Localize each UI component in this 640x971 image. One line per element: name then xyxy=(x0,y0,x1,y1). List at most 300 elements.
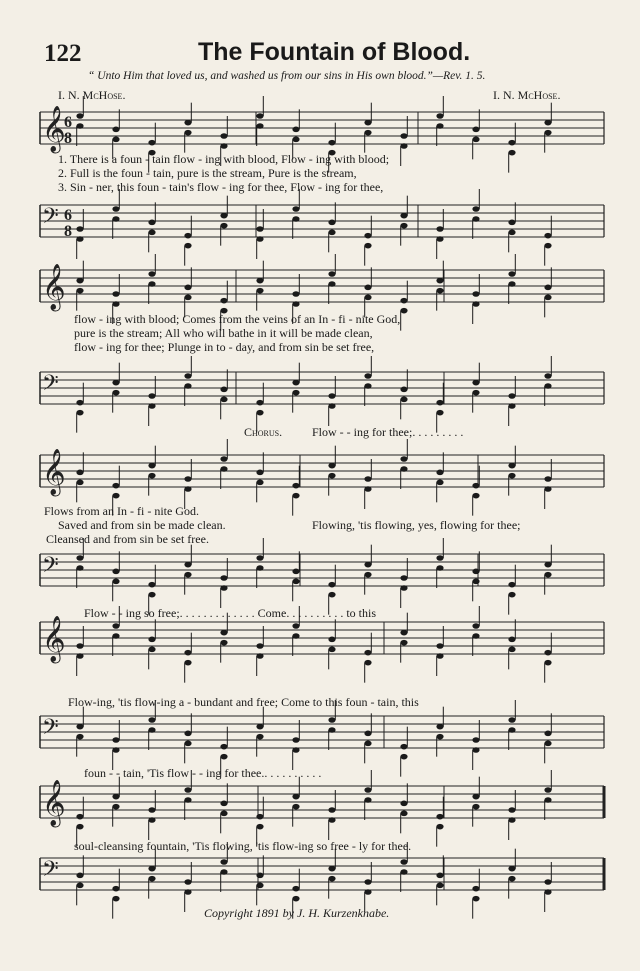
note-head xyxy=(328,647,335,653)
note-head xyxy=(508,592,515,598)
note-head xyxy=(76,278,83,284)
note-head xyxy=(184,660,191,666)
note-head xyxy=(328,473,335,479)
note-head xyxy=(472,804,479,810)
note-head xyxy=(544,741,551,747)
bass-clef-icon: 𝄢 xyxy=(42,553,59,583)
note-head xyxy=(148,582,155,588)
bass-clef-icon: 𝄢 xyxy=(42,857,59,887)
note-head xyxy=(220,585,227,591)
note-head xyxy=(364,879,371,885)
note-head xyxy=(112,291,119,297)
hymn-title: The Fountain of Blood. xyxy=(198,38,471,66)
note-head xyxy=(400,811,407,817)
bass-clef-icon: 𝄢 xyxy=(42,204,59,234)
note-head xyxy=(400,640,407,646)
note-head xyxy=(112,579,119,585)
note-head xyxy=(220,223,227,229)
note-head xyxy=(148,727,155,733)
system4-bass-cue: Flow - - ing so free;. . . . . . . . . . . . . Come. . . . . . . . . . to this xyxy=(84,606,376,620)
note-head xyxy=(508,807,515,813)
time-signature-bottom: 8 xyxy=(64,223,72,240)
note-head xyxy=(256,236,263,242)
note-head xyxy=(364,797,371,803)
system3-verse1: Flows from an In - fi - nite God. xyxy=(44,504,199,518)
bass-clef-icon: 𝄢 xyxy=(42,371,59,401)
note-head xyxy=(472,886,479,892)
note-head xyxy=(436,734,443,740)
note-head xyxy=(508,393,515,399)
note-head xyxy=(472,747,479,753)
note-head xyxy=(112,493,119,499)
note-head xyxy=(436,226,443,232)
note-head xyxy=(112,206,119,212)
note-head xyxy=(328,271,335,277)
note-head xyxy=(292,737,299,743)
note-head xyxy=(328,727,335,733)
note-head xyxy=(400,585,407,591)
note-head xyxy=(436,400,443,406)
note-head xyxy=(220,133,227,139)
system3-verse3: Cleansed and from sin be set free. xyxy=(46,532,209,546)
note-head xyxy=(76,873,83,879)
note-head xyxy=(112,747,119,753)
note-head xyxy=(436,123,443,129)
note-head xyxy=(112,137,119,143)
note-head xyxy=(220,744,227,750)
note-head xyxy=(292,804,299,810)
note-head xyxy=(292,137,299,143)
system3-bass-cue: Flow - - ing for thee;. . . . . . . . . xyxy=(312,425,464,439)
note-head xyxy=(400,869,407,875)
note-head xyxy=(508,463,515,469)
note-head xyxy=(148,876,155,882)
note-head xyxy=(400,456,407,462)
note-head xyxy=(184,243,191,249)
note-head xyxy=(112,794,119,800)
note-head xyxy=(508,271,515,277)
note-head xyxy=(292,886,299,892)
note-head xyxy=(400,466,407,472)
note-head xyxy=(76,470,83,476)
note-head xyxy=(508,473,515,479)
note-head xyxy=(184,741,191,747)
note-head xyxy=(472,569,479,575)
note-head xyxy=(76,824,83,830)
note-head xyxy=(220,630,227,636)
note-head xyxy=(364,285,371,291)
chorus-text: Flowing, 'tis flowing, yes, flowing for thee; xyxy=(312,518,521,532)
note-head xyxy=(544,120,551,126)
note-head xyxy=(364,243,371,249)
note-head xyxy=(400,223,407,229)
note-head xyxy=(472,216,479,222)
note-head xyxy=(220,213,227,219)
note-head xyxy=(292,569,299,575)
note-head xyxy=(544,373,551,379)
note-head xyxy=(436,565,443,571)
note-head xyxy=(436,410,443,416)
copyright-notice: Copyright 1891 by J. H. Kurzenknabe. xyxy=(204,906,390,920)
note-head xyxy=(472,794,479,800)
note-head xyxy=(364,787,371,793)
note-head xyxy=(292,579,299,585)
note-head xyxy=(76,410,83,416)
note-head xyxy=(148,220,155,226)
note-head xyxy=(544,476,551,482)
note-head xyxy=(364,889,371,895)
note-head xyxy=(364,660,371,666)
chorus-label: Chorus. xyxy=(244,425,283,439)
note-head xyxy=(472,579,479,585)
note-head xyxy=(76,113,83,119)
note-head xyxy=(472,483,479,489)
note-head xyxy=(400,298,407,304)
note-head xyxy=(472,301,479,307)
note-head xyxy=(184,295,191,301)
system1-verse2: 2. Full is the foun - tain, pure is the stream, Pure is the stream, xyxy=(58,166,357,180)
system4-lyrics: Flow-ing, 'tis flow-ing a - bundant and free; Come to this foun - tain, this xyxy=(68,695,419,709)
note-head xyxy=(436,278,443,284)
note-head xyxy=(184,233,191,239)
note-head xyxy=(184,130,191,136)
note-head xyxy=(544,889,551,895)
note-head xyxy=(256,883,263,889)
note-head xyxy=(364,486,371,492)
note-head xyxy=(76,400,83,406)
note-head xyxy=(184,476,191,482)
note-head xyxy=(184,120,191,126)
note-head xyxy=(544,486,551,492)
note-head xyxy=(544,787,551,793)
note-head xyxy=(148,807,155,813)
note-head xyxy=(364,741,371,747)
note-head xyxy=(148,403,155,409)
note-head xyxy=(220,456,227,462)
note-head xyxy=(400,754,407,760)
note-head xyxy=(436,555,443,561)
note-head xyxy=(220,869,227,875)
treble-clef-icon: 𝄞 xyxy=(42,264,66,310)
note-head xyxy=(328,582,335,588)
note-head xyxy=(112,390,119,396)
note-head xyxy=(544,562,551,568)
note-head xyxy=(220,387,227,393)
time-signature-top: 6 xyxy=(64,207,72,224)
note-head xyxy=(292,747,299,753)
note-head xyxy=(400,387,407,393)
note-head xyxy=(292,896,299,902)
note-head xyxy=(292,390,299,396)
note-head xyxy=(256,555,263,561)
note-head xyxy=(508,727,515,733)
note-head xyxy=(508,220,515,226)
note-head xyxy=(436,470,443,476)
note-head xyxy=(436,873,443,879)
time-signature-top: 6 xyxy=(64,114,72,131)
note-head xyxy=(112,301,119,307)
note-head xyxy=(364,562,371,568)
note-head xyxy=(292,291,299,297)
note-head xyxy=(472,206,479,212)
note-head xyxy=(256,814,263,820)
note-head xyxy=(472,380,479,386)
note-head xyxy=(508,140,515,146)
note-head xyxy=(400,575,407,581)
note-head xyxy=(472,896,479,902)
note-head xyxy=(256,113,263,119)
note-head xyxy=(148,817,155,823)
note-head xyxy=(220,859,227,865)
note-head xyxy=(148,281,155,287)
time-signature-bottom: 8 xyxy=(64,130,72,147)
note-head xyxy=(328,230,335,236)
note-head xyxy=(508,647,515,653)
note-head xyxy=(76,653,83,659)
note-head xyxy=(292,794,299,800)
note-head xyxy=(256,400,263,406)
note-head xyxy=(292,493,299,499)
note-head xyxy=(184,285,191,291)
note-head xyxy=(112,886,119,892)
note-head xyxy=(184,486,191,492)
note-head xyxy=(184,373,191,379)
note-head xyxy=(472,137,479,143)
note-head xyxy=(292,216,299,222)
note-head xyxy=(76,724,83,730)
note-head xyxy=(112,216,119,222)
note-head xyxy=(508,582,515,588)
note-head xyxy=(544,797,551,803)
system1-verse1: 1. There is a foun - tain flow - ing with blood, Flow - ing with blood; xyxy=(58,152,390,166)
note-head xyxy=(256,470,263,476)
note-head xyxy=(328,807,335,813)
note-head xyxy=(328,463,335,469)
note-head xyxy=(544,660,551,666)
note-head xyxy=(472,623,479,629)
note-head xyxy=(328,592,335,598)
note-head xyxy=(472,127,479,133)
note-head xyxy=(400,744,407,750)
system3-verse2: Saved and from sin be made clean. xyxy=(58,518,226,532)
note-head xyxy=(112,127,119,133)
treble-clef-icon: 𝄞 xyxy=(42,449,66,495)
note-head xyxy=(544,243,551,249)
note-head xyxy=(328,220,335,226)
note-head xyxy=(256,565,263,571)
note-head xyxy=(220,397,227,403)
note-head xyxy=(544,295,551,301)
note-head xyxy=(256,873,263,879)
note-head xyxy=(328,403,335,409)
note-head xyxy=(256,724,263,730)
note-head xyxy=(436,643,443,649)
note-head xyxy=(400,801,407,807)
note-head xyxy=(508,281,515,287)
note-head xyxy=(328,717,335,723)
note-head xyxy=(436,824,443,830)
note-head xyxy=(508,230,515,236)
note-head xyxy=(472,493,479,499)
note-head xyxy=(544,130,551,136)
note-head xyxy=(544,879,551,885)
note-head xyxy=(292,127,299,133)
note-head xyxy=(364,130,371,136)
note-head xyxy=(400,213,407,219)
note-head xyxy=(364,120,371,126)
note-head xyxy=(400,630,407,636)
note-head xyxy=(364,572,371,578)
note-head xyxy=(472,737,479,743)
note-head xyxy=(472,633,479,639)
note-head xyxy=(544,572,551,578)
note-head xyxy=(76,565,83,571)
note-head xyxy=(364,373,371,379)
note-head xyxy=(76,480,83,486)
note-head xyxy=(436,113,443,119)
note-head xyxy=(148,393,155,399)
note-head xyxy=(328,817,335,823)
note-head xyxy=(184,879,191,885)
treble-clef-icon: 𝄞 xyxy=(42,106,66,152)
note-head xyxy=(436,724,443,730)
note-head xyxy=(112,896,119,902)
system5-bass-cue: foun - - tain, 'Tis flow - - ing for thee.. . . . . . . . . . xyxy=(84,766,322,780)
note-head xyxy=(184,731,191,737)
note-head xyxy=(112,633,119,639)
note-head xyxy=(148,592,155,598)
note-head xyxy=(220,298,227,304)
system2-verse1: flow - ing with blood; Comes from the veins of an In - fi - nite God, xyxy=(74,312,401,326)
note-head xyxy=(328,866,335,872)
note-head xyxy=(328,281,335,287)
note-head xyxy=(256,410,263,416)
note-head xyxy=(220,811,227,817)
note-head xyxy=(544,233,551,239)
note-head xyxy=(220,801,227,807)
note-head xyxy=(436,653,443,659)
note-head xyxy=(220,466,227,472)
scripture-epigraph: “ Unto Him that loved us, and washed us from our sins in His own blood.”—Rev. 1. 5. xyxy=(88,70,486,82)
note-head xyxy=(76,643,83,649)
note-head xyxy=(76,883,83,889)
note-head xyxy=(148,473,155,479)
note-head xyxy=(436,236,443,242)
note-head xyxy=(292,380,299,386)
note-head xyxy=(148,230,155,236)
treble-clef-icon: 𝄞 xyxy=(42,616,66,662)
note-head xyxy=(220,143,227,149)
note-head xyxy=(292,206,299,212)
note-head xyxy=(256,226,263,232)
note-head xyxy=(148,647,155,653)
note-head xyxy=(544,285,551,291)
note-head xyxy=(544,731,551,737)
note-head xyxy=(472,390,479,396)
system2-verse3: flow - ing for thee; Plunge in to - day, and from sin be set free, xyxy=(74,340,375,354)
note-head xyxy=(328,393,335,399)
note-head xyxy=(472,291,479,297)
note-head xyxy=(364,476,371,482)
note-head xyxy=(112,804,119,810)
note-head xyxy=(184,650,191,656)
note-head xyxy=(436,814,443,820)
note-head xyxy=(292,623,299,629)
note-head xyxy=(292,633,299,639)
note-head xyxy=(148,717,155,723)
note-head xyxy=(364,650,371,656)
note-head xyxy=(508,150,515,156)
page-number: 122 xyxy=(44,40,82,67)
note-head xyxy=(400,397,407,403)
music-credit: I. N. McHose. xyxy=(493,88,561,102)
note-head xyxy=(76,555,83,561)
note-head xyxy=(184,787,191,793)
note-head xyxy=(508,866,515,872)
note-head xyxy=(148,637,155,643)
note-head xyxy=(400,859,407,865)
note-head xyxy=(184,797,191,803)
note-head xyxy=(256,824,263,830)
note-head xyxy=(76,123,83,129)
note-head xyxy=(436,288,443,294)
system1-verse3: 3. Sin - ner, this foun - tain's flow - ing for thee, Flow - ing for thee, xyxy=(58,180,384,194)
note-head xyxy=(436,883,443,889)
note-head xyxy=(292,301,299,307)
note-head xyxy=(364,233,371,239)
note-head xyxy=(256,288,263,294)
note-head xyxy=(112,483,119,489)
note-head xyxy=(76,226,83,232)
note-head xyxy=(76,236,83,242)
note-head xyxy=(148,866,155,872)
note-head xyxy=(364,383,371,389)
note-head xyxy=(184,572,191,578)
note-head xyxy=(328,140,335,146)
treble-clef-icon: 𝄞 xyxy=(42,780,66,826)
note-head xyxy=(508,403,515,409)
note-head xyxy=(220,754,227,760)
note-head xyxy=(220,575,227,581)
note-head xyxy=(508,876,515,882)
note-head xyxy=(256,123,263,129)
note-head xyxy=(256,734,263,740)
note-head xyxy=(112,380,119,386)
bass-clef-icon: 𝄢 xyxy=(42,715,59,745)
note-head xyxy=(508,817,515,823)
note-head xyxy=(112,623,119,629)
note-head xyxy=(220,640,227,646)
note-head xyxy=(184,562,191,568)
note-head xyxy=(148,140,155,146)
note-head xyxy=(76,734,83,740)
words-credit: I. N. McHose. xyxy=(58,88,126,102)
note-head xyxy=(328,637,335,643)
note-head xyxy=(400,308,407,314)
note-head xyxy=(364,295,371,301)
note-head xyxy=(184,383,191,389)
note-head xyxy=(148,271,155,277)
note-head xyxy=(148,463,155,469)
note-head xyxy=(76,288,83,294)
note-head xyxy=(256,643,263,649)
note-head xyxy=(400,143,407,149)
system2-verse2: pure is the stream; All who will bathe in it will be made clean, xyxy=(74,326,373,340)
note-head xyxy=(76,814,83,820)
note-head xyxy=(364,731,371,737)
note-head xyxy=(436,480,443,486)
note-head xyxy=(508,637,515,643)
